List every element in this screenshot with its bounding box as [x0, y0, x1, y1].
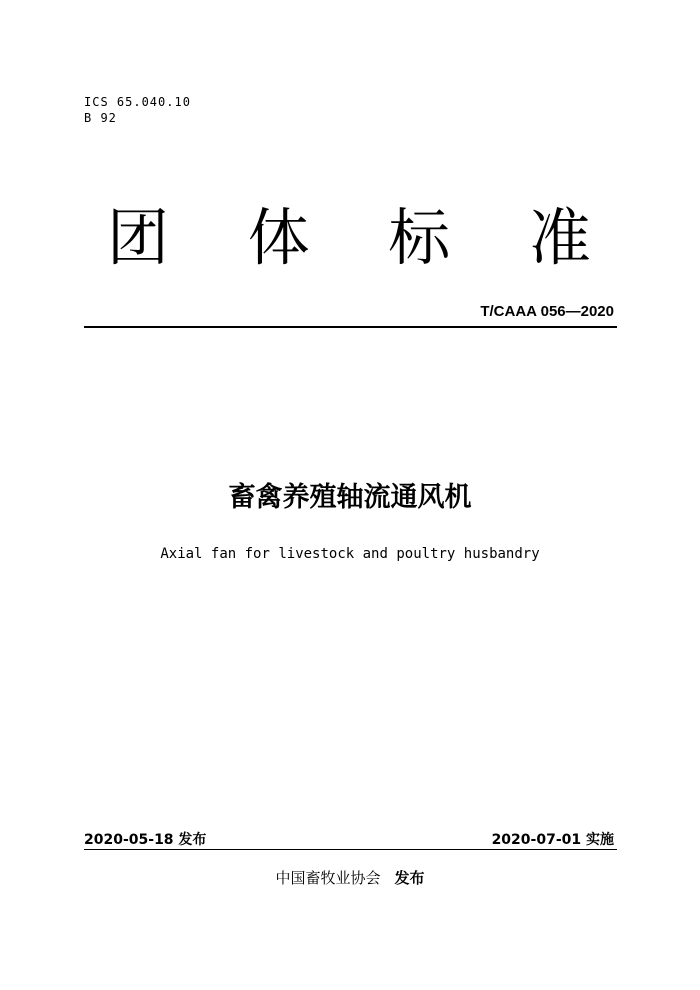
document-type-heading — [98, 198, 600, 278]
ics-code: ICS 65.040.10 — [84, 95, 191, 109]
document-type-char: 准 — [528, 201, 591, 274]
implementation-date: 2020-07-01 实施 — [491, 832, 614, 848]
issuer-name: 中国畜牧业协会 — [275, 869, 381, 887]
ccs-code: B 92 — [84, 111, 117, 125]
title-english: Axial fan for livestock and poultry husbandry — [160, 546, 540, 562]
issuer-line — [0, 868, 700, 888]
publish-date: 2020-05-18 发布 — [84, 832, 207, 848]
title-chinese: 畜禽养殖轴流通风机 — [228, 482, 472, 513]
issued-label: 发布 — [394, 869, 425, 887]
document-type-char: 标 — [388, 201, 451, 274]
document-type-char: 团 — [106, 201, 169, 274]
standard-number: T/CAAA 056—2020 — [480, 303, 614, 320]
document-type-char: 体 — [247, 201, 310, 274]
bottom-divider — [84, 849, 617, 850]
top-divider — [84, 326, 617, 328]
